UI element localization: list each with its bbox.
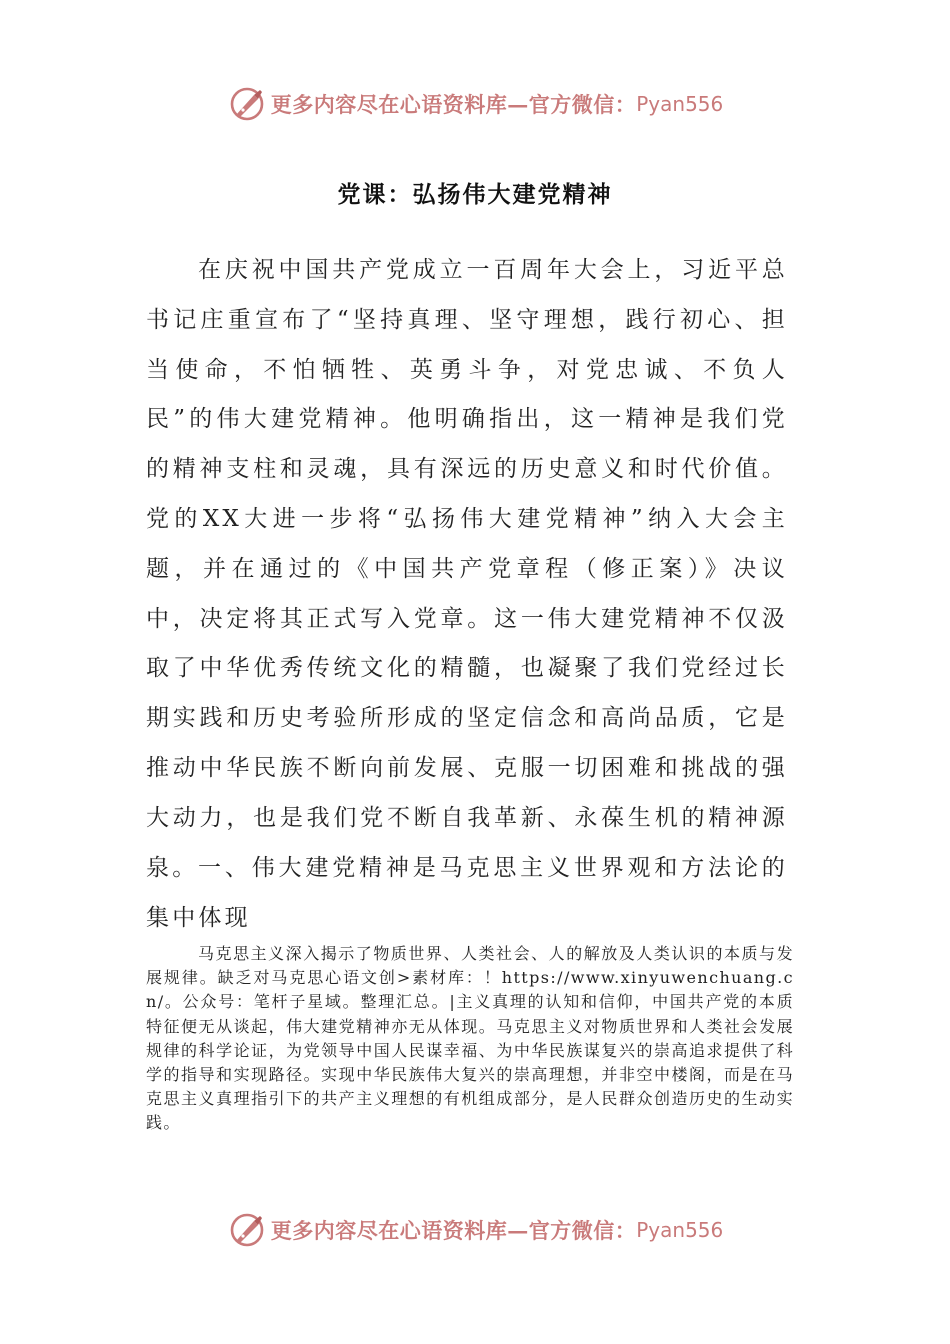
paragraph-section-1: 马克思主义深入揭示了物质世界、人类社会、人的解放及人类认识的本质与发展规律。缺乏对马克思心语文创>素材库：！https://www.xinyuwenchuang.cn/。公众号：笔杆子星域。整理汇总。|主义真理的认知和信仰，中国共产党的本质特征便无从谈起，伟大建党精神亦无从体现。马克思主义对物质世界和人类社会发展规律的科学论证，为党领导中国人民谋幸福、为中华民族谋复兴的崇高追求提供了科学的指导和实现路径。实现中华民族伟大复兴的崇高理想，并非空中楼阁，而是在马克思主义真理指引下的共产主义理想的有机组成部分，是人民群众创造历史的生动实践。 [146,944,794,1133]
banner-slogan: 更多内容尽在心语资料库—官方微信： [270,92,637,117]
banner-slogan: 更多内容尽在心语资料库—官方微信： [270,1218,637,1243]
footer-banner [0,1208,950,1252]
banner-wechat-id: Pyan556 [636,1218,724,1242]
banner-wechat-id: Pyan556 [636,92,724,116]
section-heading-1: 一、伟大建党精神是马克思主义世界观和方法论的集中体现 [146,855,788,931]
pen-nib-icon [227,84,267,124]
pen-nib-icon [227,1210,267,1250]
header-banner [0,82,950,126]
paragraph-intro: 在庆祝中国共产党成立一百周年大会上，习近平总书记庄重宣布了“坚持真理、坚守理想，践行初心、担当使命，不怕牺牲、英勇斗争，对党忠诚、不负人民”的伟大建党精神。他明确指出，这一精神是我们党的精神支柱和灵魂，具有深远的历史意义和时代价值。党的XX大进一步将“弘扬伟大建党精神”纳入大会主题，并在通过的《中国共产党章程（修正案）》决议中，决定将其正式写入党章。这一伟大建党精神不仅汲取了中华优秀传统文化的精髓，也凝聚了我们党经过长期实践和历史考验所形成的坚定信念和高尚品质，它是推动中华民族不断向前发展、克服一切困难和挑战的强大动力，也是我们党不断自我革新、永葆生机的精神源泉。 [146,257,788,881]
document-title: 党课：弘扬伟大建党精神 [337,181,613,208]
